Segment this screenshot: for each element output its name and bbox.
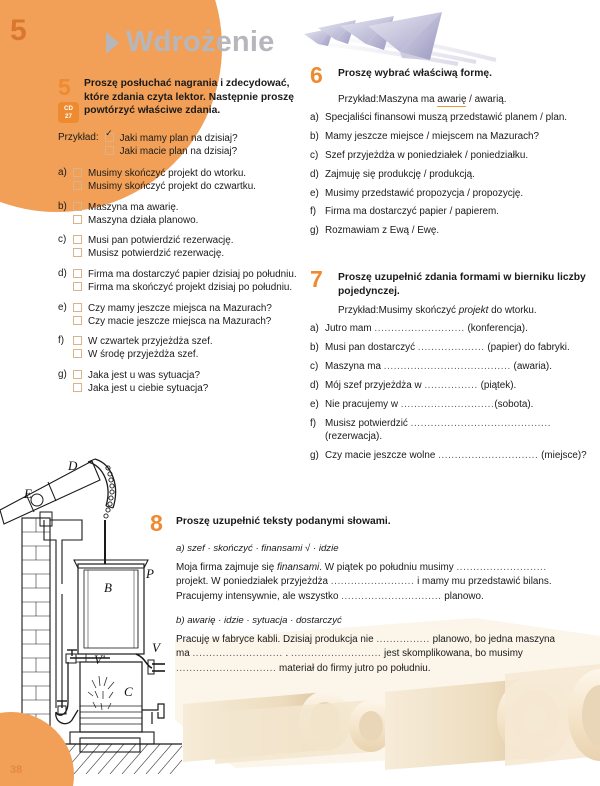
fill-in-blank[interactable]: ............................	[400, 398, 495, 410]
triangle-bullet-icon	[106, 32, 119, 54]
text-segment: Pracuję w fabryce kabli. Dzisiaj produkcja nie	[176, 634, 377, 646]
fill-in-blank[interactable]: ..............................	[438, 449, 539, 461]
checkbox-icon[interactable]	[73, 282, 82, 291]
example-suffix: do wtorku.	[488, 305, 537, 317]
item-letter: e)	[310, 398, 319, 410]
exercise-5	[58, 76, 306, 403]
fill-in-blank[interactable]: ......................................	[383, 361, 511, 373]
item-letter: b)	[310, 130, 319, 142]
item-letter: g)	[58, 368, 67, 380]
list-item	[58, 335, 306, 361]
answer-option[interactable]	[73, 247, 306, 260]
checkbox-icon[interactable]	[73, 181, 82, 190]
item-letter: c)	[58, 234, 67, 246]
fill-in-blank[interactable]: .........................	[330, 576, 415, 588]
item-letter: a)	[310, 323, 319, 335]
option-text: Czy macie jeszcze miejsca na Mazurach?	[88, 315, 272, 327]
checkbox-icon[interactable]	[73, 336, 82, 345]
example-prefix: Musimy skończyć	[378, 305, 459, 317]
option-text: Jaka jest u was sytuacja?	[88, 369, 200, 381]
exercise-8b-word-bank	[176, 615, 560, 626]
example-option[interactable]	[105, 132, 306, 145]
item-letter: e)	[310, 187, 319, 199]
list-item[interactable]	[310, 342, 592, 355]
item-letter: g)	[310, 225, 319, 237]
exercise-7-number: 7	[310, 266, 323, 292]
answer-option[interactable]	[73, 180, 306, 193]
item-text: Specjaliści finansowi muszą przedstawić planem / plan.	[325, 112, 568, 123]
answer-option[interactable]	[73, 268, 306, 281]
exercise-8a-text	[176, 561, 560, 604]
exercise-8-number: 8	[150, 510, 163, 536]
example-option-text: Jaki macie plan na dzisiaj?	[119, 146, 238, 158]
fill-in-blank[interactable]: ...........................	[192, 648, 283, 660]
item-text-after: (papier) do fabryki.	[487, 342, 570, 354]
item-letter: f)	[310, 206, 317, 218]
answer-option[interactable]	[73, 315, 306, 328]
list-item[interactable]	[310, 225, 592, 238]
item-text-before: Musi pan dostarczyć	[325, 342, 416, 354]
item-letter: d)	[310, 168, 319, 180]
text-segment: .	[282, 648, 291, 660]
item-letter: f)	[310, 417, 317, 429]
list-item[interactable]	[310, 399, 592, 412]
answer-option[interactable]	[73, 382, 306, 395]
item-text: Zajmuję się produkcję / produkcją.	[325, 168, 475, 180]
item-text-before: Jutro mam	[325, 323, 372, 335]
example-answer-word: projekt	[458, 305, 489, 317]
fill-in-blank[interactable]: ..........................................	[410, 417, 552, 429]
cd-label: CD	[64, 105, 73, 113]
example-label: Przykład:	[338, 305, 379, 317]
text-segment: planowo.	[441, 590, 484, 602]
label-C: C	[124, 684, 133, 699]
list-item	[58, 201, 306, 227]
checkbox-icon[interactable]	[73, 248, 82, 257]
exercise-6-items	[310, 112, 592, 238]
answer-option[interactable]	[73, 335, 306, 348]
checkbox-icon[interactable]	[73, 303, 82, 312]
answer-option[interactable]	[73, 369, 306, 382]
exercise-6-instruction: Proszę wybrać właściwą formę.	[338, 68, 492, 79]
example-suffix: / awarią.	[466, 94, 507, 105]
exercise-6-number: 6	[310, 62, 323, 88]
option-text: Czy mamy jeszcze miejsca na Mazurach?	[88, 302, 272, 314]
text-segment: projekt. W poniedziałek przyjeżdża	[176, 576, 331, 588]
item-text-before: Maszyna ma	[325, 361, 381, 373]
item-text-after: (konferencja).	[467, 323, 528, 335]
text-segment: Moja firma zajmuje się	[176, 562, 277, 573]
checkbox-icon[interactable]	[73, 349, 82, 358]
text-segment: . W piątek po południu musimy	[319, 562, 457, 573]
fill-in-blank[interactable]: ...........................	[374, 323, 465, 335]
option-text: Jaka jest u ciebie sytuacja?	[88, 382, 209, 394]
item-letter: f)	[58, 335, 65, 347]
item-letter: a)	[58, 167, 67, 179]
item-text-after: (piątek).	[480, 380, 517, 391]
given-answer-word: finansami	[276, 562, 320, 573]
answer-option[interactable]	[73, 201, 306, 214]
label-V: V	[152, 640, 160, 655]
exercise-5-number-column	[58, 76, 84, 123]
list-item[interactable]	[310, 450, 592, 463]
option-text: Maszyna ma awarię.	[88, 201, 179, 213]
answer-option[interactable]	[73, 348, 306, 361]
list-item[interactable]	[310, 361, 592, 374]
answer-option[interactable]	[73, 281, 306, 294]
label-P: P	[146, 566, 154, 581]
exercise-7-instruction: Proszę uzupełnić zdania formami w bierniku liczby pojedynczej.	[338, 272, 586, 297]
option-text: Firma ma skończyć projekt dzisiaj po południu.	[88, 282, 293, 294]
list-item	[58, 369, 306, 395]
item-text-after: (rezerwacja).	[325, 430, 383, 442]
item-text-before: Musisz potwierdzić	[325, 417, 408, 429]
list-item	[58, 302, 306, 328]
example-label: Przykład:	[58, 132, 99, 143]
item-text: Musimy przedstawić propozycja / propozycję.	[325, 187, 524, 199]
answer-option[interactable]	[73, 302, 306, 315]
checkbox-icon[interactable]	[73, 316, 82, 325]
part-letter: a)	[176, 543, 185, 554]
cd-track-number: 27	[65, 112, 72, 120]
item-text-before: Mój szef przyjeżdża w	[325, 380, 422, 391]
item-letter: d)	[58, 268, 67, 279]
cd-audio-badge[interactable]	[58, 102, 79, 123]
checkbox-checked-icon[interactable]	[105, 133, 114, 142]
answer-option[interactable]	[73, 167, 306, 180]
label-D: D	[68, 458, 78, 473]
list-item[interactable]	[310, 188, 592, 201]
option-text: W czwartek przyjeżdża szef.	[88, 336, 213, 348]
item-letter: g)	[310, 449, 319, 461]
item-text: Mamy jeszcze miejsce / miejscem na Mazurach?	[325, 130, 540, 142]
list-item	[58, 268, 306, 294]
exercise-7-items	[310, 323, 592, 462]
fill-in-blank[interactable]: ....................	[417, 342, 485, 354]
checkbox-icon[interactable]	[73, 383, 82, 392]
exercise-8-instruction: Proszę uzupełnić teksty podanymi słowami.	[176, 516, 391, 527]
item-text-before: Czy macie jeszcze wolne	[325, 449, 436, 461]
list-item[interactable]	[310, 169, 592, 182]
option-text: Musi pan potwierdzić rezerwację.	[88, 235, 234, 247]
exercise-8a-word-bank	[176, 543, 560, 554]
item-letter: c)	[310, 149, 319, 161]
page-number: 38	[10, 764, 23, 776]
checkbox-icon[interactable]	[105, 146, 114, 155]
chapter-number: 5	[10, 14, 27, 47]
word-bank-words: awarię · idzie · sytuacja · dostarczyć	[187, 615, 342, 627]
checkbox-icon[interactable]	[73, 202, 82, 211]
list-item[interactable]	[310, 112, 592, 125]
item-letter: e)	[58, 301, 67, 313]
example-correct-form: awarię	[437, 94, 467, 105]
item-letter: d)	[310, 380, 319, 391]
option-text: Maszyna działa planowo.	[88, 214, 199, 226]
label-E: E	[24, 486, 32, 501]
item-text: Firma ma dostarczyć papier / papierem.	[325, 206, 499, 218]
exercise-8b-text	[176, 633, 560, 676]
word-bank-words: szef · skończyć · finansami √ · idzie	[187, 543, 339, 554]
list-item[interactable]	[310, 131, 592, 144]
text-segment: i mamy mu przedstawić bilans. Pracujemy intensywnie, ale wszystko	[176, 576, 552, 602]
exercise-7	[310, 268, 592, 468]
text-segment: planowo, bo jedna maszyna ma	[176, 634, 556, 660]
list-item	[58, 234, 306, 260]
list-item[interactable]	[310, 206, 592, 219]
answer-option[interactable]	[73, 234, 306, 247]
exercise-5-instruction: Proszę posłuchać nagrania i zdecydować, które zdania czyta lektor. Następnie proszę powtórzyć właściwe zdania.	[84, 78, 295, 117]
item-text-after: (sobota).	[494, 398, 534, 410]
label-B: B	[104, 580, 112, 595]
fill-in-blank[interactable]: ...........................	[456, 562, 547, 573]
checkbox-icon[interactable]	[73, 370, 82, 379]
fill-in-blank[interactable]: ................	[424, 380, 478, 391]
item-letter: b)	[58, 200, 67, 212]
option-text: Musisz potwierdzić rezerwację.	[88, 248, 225, 260]
list-item[interactable]	[310, 323, 592, 336]
exercise-6-example	[338, 94, 592, 105]
item-text-after: (awaria).	[513, 361, 552, 373]
option-text: Musimy skończyć projekt do wtorku.	[88, 168, 247, 180]
part-letter: b)	[176, 615, 185, 627]
list-item[interactable]	[310, 418, 592, 444]
exercise-5-example	[58, 132, 306, 158]
item-letter: b)	[310, 342, 319, 354]
option-text: Firma ma dostarczyć papier dzisiaj po południu.	[88, 269, 297, 280]
item-letter: a)	[310, 112, 319, 123]
exercise-5-items	[58, 167, 306, 395]
exercise-7-example	[338, 305, 592, 316]
example-option-text: Jaki mamy plan na dzisiaj?	[119, 133, 238, 144]
item-text-before: Nie pracujemy w	[325, 398, 398, 410]
exercise-8	[150, 512, 560, 676]
text-segment: jest skomplikowana, bo musimy	[381, 648, 523, 660]
exercise-6	[310, 64, 592, 244]
text-segment: materiał do firmy jutro po południu.	[276, 662, 431, 674]
item-text: Rozmawiam z Ewą / Ewę.	[325, 225, 440, 237]
checkbox-icon[interactable]	[73, 215, 82, 224]
item-letter: c)	[310, 361, 319, 373]
item-text: Szef przyjeżdża w poniedziałek / poniedziałku.	[325, 149, 529, 161]
fill-in-blank[interactable]: ...........................	[290, 648, 382, 660]
option-text: W środę przyjeżdża szef.	[88, 349, 199, 361]
example-label: Przykład:	[338, 94, 379, 105]
section-header	[106, 28, 274, 57]
list-item[interactable]	[310, 380, 592, 393]
fill-in-blank[interactable]: ................	[376, 634, 430, 646]
label-V-prime: V'	[94, 652, 105, 667]
exercise-5-number: 5	[58, 74, 71, 100]
list-item	[58, 167, 306, 193]
answer-option[interactable]	[73, 214, 306, 227]
example-option[interactable]	[105, 145, 306, 158]
option-text: Musimy skończyć projekt do czwartku.	[88, 181, 256, 193]
fill-in-blank[interactable]: ..............................	[176, 662, 277, 674]
checkbox-icon[interactable]	[73, 168, 82, 177]
item-text-after: (miejsce)?	[541, 449, 587, 461]
checkbox-icon[interactable]	[73, 269, 82, 278]
example-prefix: Maszyna ma	[378, 94, 438, 105]
page-title: Wdrożenie	[126, 26, 275, 58]
fill-in-blank[interactable]: ..............................	[341, 590, 442, 602]
list-item[interactable]	[310, 150, 592, 163]
checkbox-icon[interactable]	[73, 235, 82, 244]
